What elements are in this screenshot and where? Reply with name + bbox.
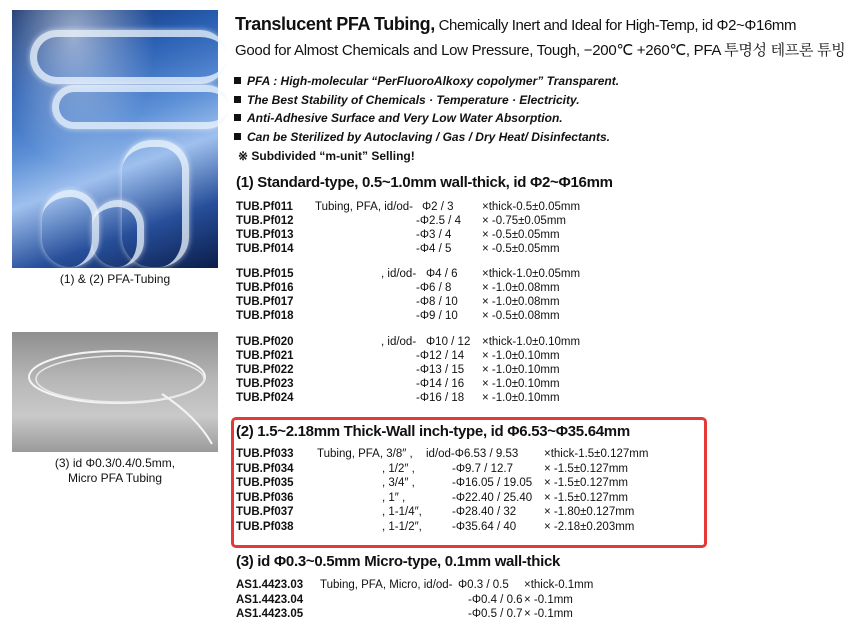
product-thickness: ×thick-1.0±0.05mm <box>482 268 581 280</box>
bullet-icon <box>234 77 241 84</box>
product-id-od: id/od-Φ6.53 / 9.53 <box>426 448 519 460</box>
product-id-od: -Φ2.5 / 4 <box>416 215 461 228</box>
product-desc: , id/od- <box>381 268 417 280</box>
tube-shape <box>30 30 227 84</box>
product-desc: , 3/4″ , <box>382 477 415 489</box>
tube-shape <box>52 85 229 129</box>
product-thickness: ×thick-1.0±0.10mm <box>482 336 581 348</box>
product-thickness: × -1.0±0.08mm <box>482 296 560 309</box>
section-standard-title: (1) Standard-type, 0.5~1.0mm wall-thick, id Φ2~Φ16mm <box>236 174 613 191</box>
product-id-od: Φ2 / 3 <box>422 201 454 213</box>
bullet-icon <box>234 133 241 140</box>
feature-item <box>234 91 619 110</box>
product-thickness: × -1.0±0.10mm <box>482 392 560 405</box>
bullet-icon <box>234 114 241 121</box>
product-thickness: ×thick-0.5±0.05mm <box>482 201 581 213</box>
micro-tube-coil <box>12 332 218 452</box>
product-thickness: × -0.5±0.05mm <box>482 243 560 256</box>
product-id-od: -Φ35.64 / 40 <box>452 520 517 533</box>
photo2-caption <box>12 456 218 486</box>
product-desc: , 1-1/2″, <box>382 520 422 533</box>
bullet-icon <box>234 96 241 103</box>
product-id-od: -Φ14 / 16 <box>416 378 465 391</box>
product-thickness: × -1.80±0.127mm <box>544 506 635 518</box>
title-main: Translucent PFA Tubing, <box>235 14 435 34</box>
page-subtitle: Good for Almost Chemicals and Low Pressure, Tough, −200℃ +260℃, PFA 투명성 테프론 튜빙 <box>235 42 846 59</box>
product-code: TUB.Pf038 <box>236 520 294 533</box>
product-thickness: × -1.0±0.08mm <box>482 282 560 295</box>
product-code: TUB.Pf024 <box>236 392 294 405</box>
product-code: TUB.Pf035 <box>236 477 294 489</box>
product-id-od: Φ10 / 12 <box>426 336 471 348</box>
product-id-od: -Φ0.5 / 0.7 <box>468 608 523 620</box>
product-id-od: -Φ6 / 8 <box>416 282 452 295</box>
feature-text: Can be Sterilized by Autoclaving / Gas / Dry Heat/ Disinfectants. <box>247 129 610 144</box>
micro-tubing-photo <box>12 332 218 452</box>
product-code: TUB.Pf022 <box>236 364 294 377</box>
product-desc: Tubing, PFA, 3/8″ , <box>317 448 413 460</box>
product-code: TUB.Pf023 <box>236 378 294 391</box>
product-thickness: × -0.5±0.05mm <box>482 229 560 242</box>
product-desc: , id/od- <box>381 336 417 348</box>
product-thickness: × -1.0±0.10mm <box>482 378 560 391</box>
product-thickness: × -1.0±0.10mm <box>482 350 560 363</box>
feature-list <box>234 72 619 146</box>
product-id-od: Φ4 / 6 <box>426 268 458 280</box>
product-id-od: -Φ13 / 15 <box>416 364 465 377</box>
section-micro-title: (3) id Φ0.3~0.5mm Micro-type, 0.1mm wall-thick <box>236 553 561 570</box>
m-unit-note: ※ Subdivided “m-unit” Selling! <box>238 149 415 163</box>
product-desc: , 1″ , <box>382 491 406 504</box>
product-id-od: -Φ0.4 / 0.6 <box>468 593 523 606</box>
product-code: TUB.Pf033 <box>236 448 294 460</box>
product-code: TUB.Pf036 <box>236 491 294 504</box>
product-desc: , 1/2″ , <box>382 462 415 475</box>
product-thickness: × -0.1mm <box>524 593 573 606</box>
tube-shape <box>42 190 99 267</box>
photo2-caption-line2: Micro PFA Tubing <box>67 471 163 485</box>
product-code: TUB.Pf020 <box>236 336 294 348</box>
page-title <box>235 14 796 35</box>
product-thickness: × -0.1mm <box>524 608 573 620</box>
product-desc: Tubing, PFA, Micro, id/od- <box>320 579 453 591</box>
product-desc: , 1-1/4″, <box>382 506 422 518</box>
product-code: TUB.Pf012 <box>236 215 294 228</box>
feature-item <box>234 128 619 147</box>
product-id-od: -Φ16 / 18 <box>416 392 465 405</box>
product-id-od: Φ0.3 / 0.5 <box>458 579 509 591</box>
product-desc: Tubing, PFA, id/od- <box>315 201 414 213</box>
product-thickness: × -0.75±0.05mm <box>482 215 566 228</box>
product-code: TUB.Pf021 <box>236 350 294 363</box>
product-thickness: × -1.0±0.10mm <box>482 364 560 377</box>
product-thickness: × -1.5±0.127mm <box>544 462 628 475</box>
feature-text: The Best Stability of Chemicals · Temperature · Electricity. <box>247 92 580 107</box>
product-code: TUB.Pf011 <box>236 201 293 213</box>
product-id-od: -Φ3 / 4 <box>416 229 452 242</box>
photo1-caption: (1) & (2) PFA-Tubing <box>59 272 171 286</box>
product-code: TUB.Pf034 <box>236 462 294 475</box>
product-id-od: -Φ28.40 / 32 <box>452 506 517 518</box>
product-id-od: -Φ12 / 14 <box>416 350 465 363</box>
product-thickness: × -2.18±0.203mm <box>544 520 635 533</box>
tube-shape <box>92 200 144 267</box>
feature-item <box>234 109 619 128</box>
title-sub: Chemically Inert and Ideal for High-Temp, id Φ2~Φ16mm <box>434 17 797 34</box>
pfa-tubing-photo <box>12 10 218 268</box>
product-code: TUB.Pf037 <box>236 506 294 518</box>
product-thickness: × -0.5±0.08mm <box>482 310 560 323</box>
product-code: AS1.4423.05 <box>236 608 304 620</box>
product-thickness: × -1.5±0.127mm <box>544 491 628 504</box>
product-code: TUB.Pf016 <box>236 282 294 295</box>
product-code: TUB.Pf014 <box>236 243 294 256</box>
product-id-od: -Φ16.05 / 19.05 <box>452 477 533 489</box>
product-id-od: -Φ9 / 10 <box>416 310 458 323</box>
product-id-od: -Φ4 / 5 <box>416 243 452 256</box>
feature-text: PFA : High-molecular “PerFluoroAlkoxy copolymer” Transparent. <box>247 74 620 88</box>
product-code: AS1.4423.04 <box>236 593 304 606</box>
product-id-od: -Φ9.7 / 12.7 <box>452 462 513 475</box>
product-code: TUB.Pf017 <box>236 296 294 309</box>
product-thickness: ×thick-0.1mm <box>524 579 594 591</box>
product-code: TUB.Pf015 <box>236 268 294 280</box>
product-code: AS1.4423.03 <box>236 579 304 591</box>
feature-item <box>234 72 619 91</box>
feature-text: Anti-Adhesive Surface and Very Low Water Absorption. <box>247 111 563 125</box>
product-id-od: -Φ8 / 10 <box>416 296 458 309</box>
product-thickness: ×thick-1.5±0.127mm <box>544 448 649 460</box>
section-thickwall-title: (2) 1.5~2.18mm Thick-Wall inch-type, id Φ6.53~Φ35.64mm <box>236 423 630 440</box>
product-code: TUB.Pf013 <box>236 229 294 242</box>
photo2-caption-line1: (3) id Φ0.3/0.4/0.5mm, <box>54 456 176 470</box>
product-code: TUB.Pf018 <box>236 310 294 323</box>
product-id-od: -Φ22.40 / 25.40 <box>452 491 533 504</box>
product-thickness: × -1.5±0.127mm <box>544 477 628 489</box>
